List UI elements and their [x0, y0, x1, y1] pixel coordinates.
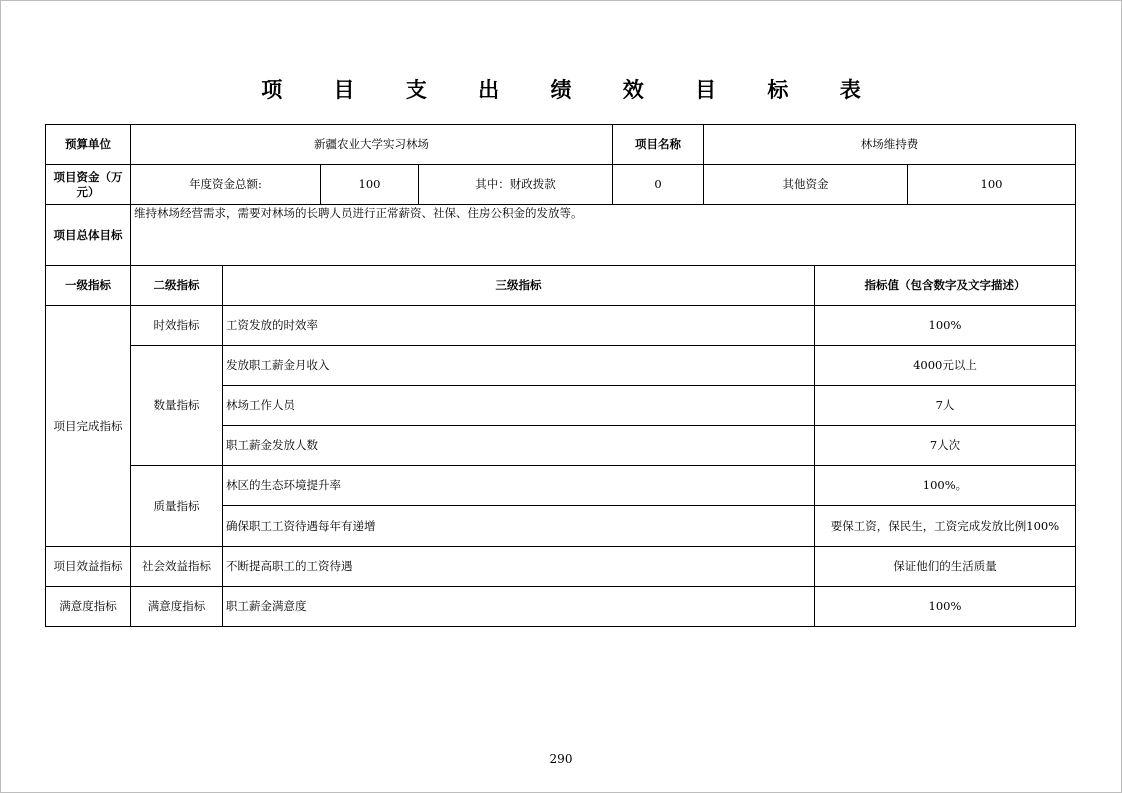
indicator-value: 100% [814, 586, 1076, 627]
funds-label: 项目资金（万元） [45, 164, 131, 205]
group-completion: 项目完成指标 [45, 305, 131, 547]
page-number: 290 [549, 752, 573, 766]
funds-other-value: 100 [907, 164, 1076, 205]
header-value: 指标值（包含数字及文字描述） [814, 265, 1076, 306]
group-benefit: 项目效益指标 [45, 546, 131, 587]
header-level1: 一级指标 [45, 265, 131, 306]
table-row [45, 204, 1076, 266]
indicator-name: 工资发放的时效率 [222, 305, 815, 346]
budget-unit-value: 新疆农业大学实习林场 [130, 124, 613, 165]
table-row [45, 164, 1076, 205]
funds-fiscal-label: 其中：财政拨款 [418, 164, 613, 205]
indicator-name: 不断提高职工的工资待遇 [222, 546, 815, 587]
header-level2: 二级指标 [130, 265, 223, 306]
group-satisfaction: 满意度指标 [45, 586, 131, 627]
indicator-value: 保证他们的生活质量 [814, 546, 1076, 587]
indicator-value: 要保工资，保民生，工资完成发放比例100% [814, 505, 1076, 547]
indicator-name: 发放职工薪金月收入 [222, 345, 815, 386]
indicator-name: 林场工作人员 [222, 385, 815, 426]
budget-unit-label: 预算单位 [45, 124, 131, 165]
table-header-row [45, 265, 1076, 306]
overall-goal-text: 维持林场经营需求，需要对林场的长聘人员进行正常薪资、社保、住房公积金的发放等。 [130, 204, 1076, 266]
indicator-value: 7人次 [814, 425, 1076, 466]
table-row [45, 124, 1076, 165]
page-title: 项 目 支 出 绩 效 目 标 表 [261, 78, 883, 102]
subgroup-social: 社会效益指标 [130, 546, 223, 587]
funds-total-label: 年度资金总额: [130, 164, 321, 205]
header-level3: 三级指标 [222, 265, 815, 306]
funds-total-value: 100 [320, 164, 419, 205]
subgroup-quantity: 数量指标 [130, 345, 223, 466]
indicator-name: 确保职工工资待遇每年有递增 [222, 505, 815, 547]
indicator-name: 林区的生态环境提升率 [222, 465, 815, 506]
subgroup-quality: 质量指标 [130, 465, 223, 547]
indicator-name: 职工薪金满意度 [222, 586, 815, 627]
funds-fiscal-value: 0 [612, 164, 704, 205]
indicator-value: 100% [814, 305, 1076, 346]
subgroup-timeliness: 时效指标 [130, 305, 223, 346]
indicator-value: 4000元以上 [814, 345, 1076, 386]
indicator-value: 7人 [814, 385, 1076, 426]
project-name-value: 林场维持费 [703, 124, 1076, 165]
project-name-label: 项目名称 [612, 124, 704, 165]
funds-other-label: 其他资金 [703, 164, 908, 205]
overall-goal-label: 项目总体目标 [45, 204, 131, 266]
indicator-value: 100%。 [814, 465, 1076, 506]
subgroup-satisfaction: 满意度指标 [130, 586, 223, 627]
indicator-name: 职工薪金发放人数 [222, 425, 815, 466]
